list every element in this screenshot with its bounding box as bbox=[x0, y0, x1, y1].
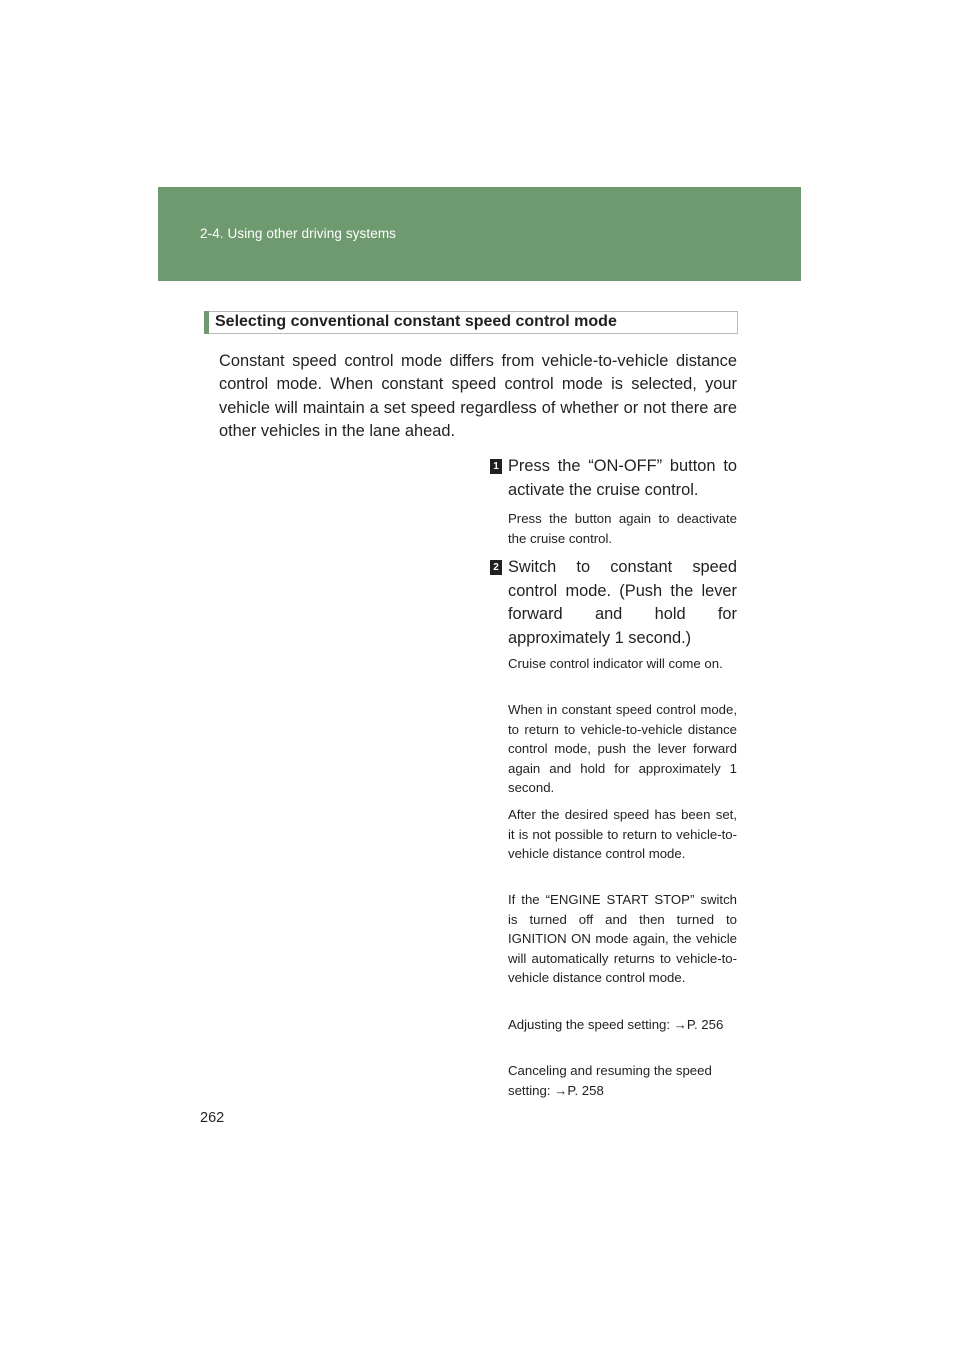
intro-paragraph: Constant speed control mode differs from vehicle-to-vehicle distance control mode. When constant speed control mode is selected, your vehicle will maintain a set speed regardless of whether or not there are other vehicles in the lane ahead. bbox=[219, 352, 737, 440]
step-2-note-cancel-resume: Canceling and resuming the speed setting: →P. 258 bbox=[508, 1063, 712, 1098]
step-2-note-return-mode: When in constant speed control mode, to return to vehicle-to-vehicle distance control mode, push the lever forward again and hold for approximately 1 second. bbox=[508, 702, 737, 796]
step-1-number-badge: 1 bbox=[490, 459, 502, 474]
section-path: 2-4. Using other driving systems bbox=[200, 226, 397, 241]
section-title: Selecting conventional constant speed control mode bbox=[215, 313, 617, 330]
step-2-note-no-return: After the desired speed has been set, it is not possible to return to vehicle-to-vehicle distance control mode. bbox=[508, 807, 737, 862]
step-2-text: Switch to constant speed control mode. (Push the lever forward and hold for approximately 1 second.) bbox=[508, 558, 737, 647]
page-number: 262 bbox=[200, 1110, 225, 1126]
step-1-note: Press the button again to deactivate the cruise control. bbox=[508, 511, 737, 546]
section-title-box bbox=[204, 311, 738, 334]
step-2-note-indicator: Cruise control indicator will come on. bbox=[508, 656, 723, 671]
step-2-note-adjust-speed: Adjusting the speed setting: →P. 256 bbox=[508, 1017, 724, 1032]
step-2-note-engine-restart: If the “ENGINE START STOP” switch is turned off and then turned to IGNITION ON mode again, the vehicle will automatically returns to vehicle-to-vehicle distance control mode. bbox=[508, 892, 737, 986]
step-1-text: Press the “ON-OFF” button to activate the cruise control. bbox=[508, 457, 737, 499]
section-title-accent bbox=[204, 311, 209, 334]
step-2-number-badge: 2 bbox=[490, 560, 502, 575]
